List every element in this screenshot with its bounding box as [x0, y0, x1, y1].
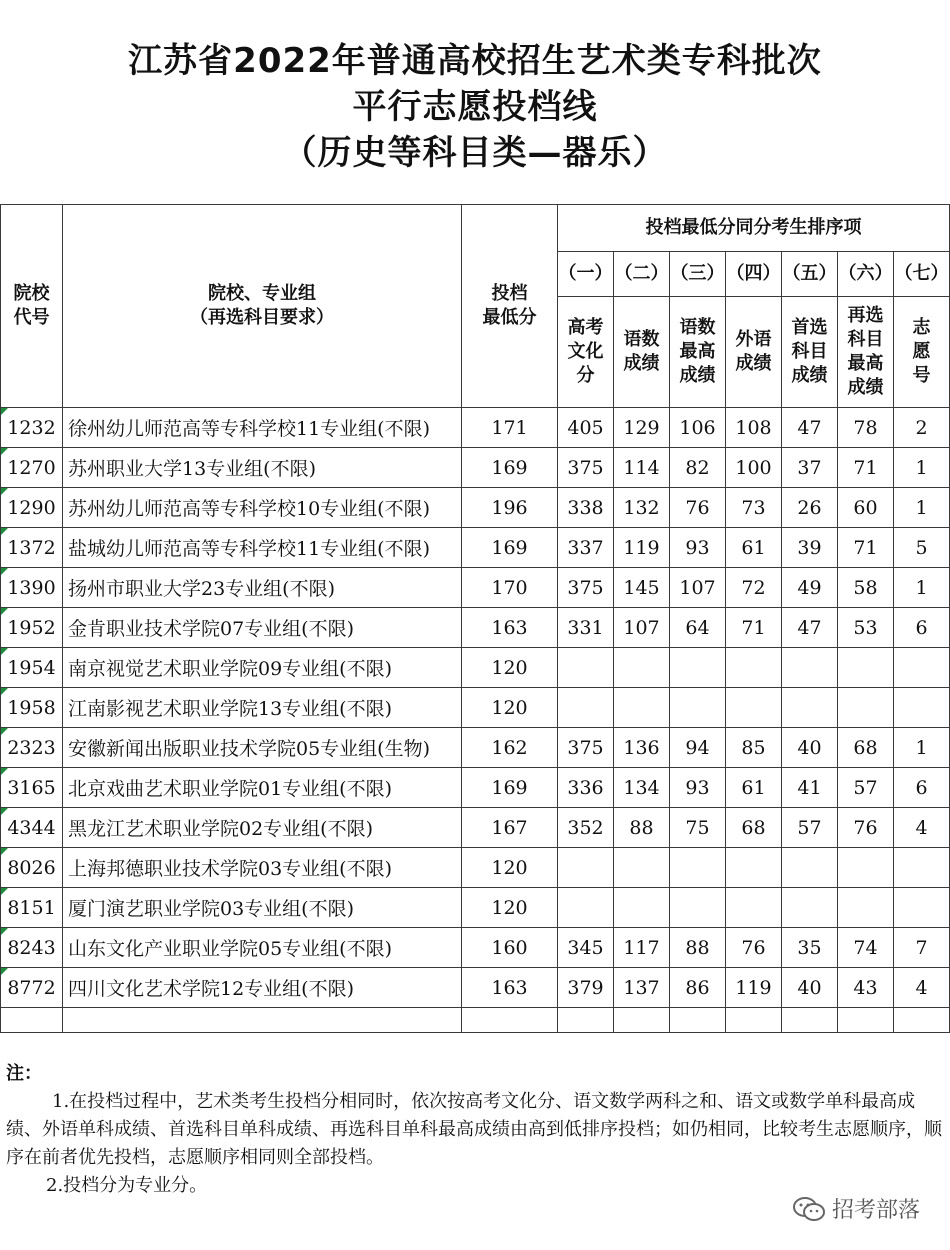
chinese-math-max: 86	[670, 968, 726, 1008]
culture-score: 352	[558, 808, 614, 848]
preference-number: 1	[894, 568, 950, 608]
preference-number: 6	[894, 768, 950, 808]
first-subject-score: 47	[782, 408, 838, 448]
min-score: 170	[462, 568, 558, 608]
school-code: 1390	[1, 568, 63, 608]
foreign-lang-score: 61	[726, 528, 782, 568]
foreign-lang-score: 61	[726, 768, 782, 808]
chinese-math-score: 136	[614, 728, 670, 768]
first-subject-score: 57	[782, 808, 838, 848]
first-subject-score: 47	[782, 608, 838, 648]
culture-score: 336	[558, 768, 614, 808]
school-group-name: 北京戏曲艺术职业学院01专业组(不限)	[63, 768, 462, 808]
header-sort-item-7: 志 愿 号	[894, 297, 950, 408]
foreign-lang-score: 68	[726, 808, 782, 848]
page-category: （历史等科目类—器乐）	[282, 133, 668, 173]
header-rank-7: （七）	[894, 252, 950, 297]
min-score: 163	[462, 968, 558, 1008]
table-row	[1, 608, 950, 648]
preference-number: 1	[894, 448, 950, 488]
school-code: 1952	[1, 608, 63, 648]
header-sort-item-2: 语数 成绩	[614, 297, 670, 408]
table-row	[1, 848, 950, 888]
culture-score	[558, 648, 614, 688]
first-subject-score: 39	[782, 528, 838, 568]
school-code: 1954	[1, 648, 63, 688]
foreign-lang-score: 71	[726, 608, 782, 648]
chinese-math-score	[614, 648, 670, 688]
school-group-name: 山东文化产业职业学院05专业组(不限)	[63, 928, 462, 968]
table-row	[1, 488, 950, 528]
school-code: 8772	[1, 968, 63, 1008]
blank-cell	[726, 1008, 782, 1033]
note-2: 2.投档分为专业分。	[46, 1175, 208, 1196]
header-rank-6: （六）	[838, 252, 894, 297]
foreign-lang-score: 72	[726, 568, 782, 608]
first-subject-score	[782, 848, 838, 888]
watermark	[792, 1193, 920, 1224]
min-score: 169	[462, 528, 558, 568]
school-code: 1290	[1, 488, 63, 528]
school-code: 3165	[1, 768, 63, 808]
table-row	[1, 408, 950, 448]
school-code: 8243	[1, 928, 63, 968]
min-score: 196	[462, 488, 558, 528]
preference-number: 6	[894, 608, 950, 648]
school-code: 1270	[1, 448, 63, 488]
table-row	[1, 808, 950, 848]
notes-label: 注：	[6, 1063, 42, 1084]
culture-score: 379	[558, 968, 614, 1008]
preference-number: 5	[894, 528, 950, 568]
blank-cell	[63, 1008, 462, 1033]
page-subtitle: 平行志愿投档线	[352, 87, 598, 127]
reselect-subject-max: 71	[838, 448, 894, 488]
blank-cell	[894, 1008, 950, 1033]
table-row	[1, 528, 950, 568]
reselect-subject-max: 71	[838, 528, 894, 568]
chinese-math-score: 129	[614, 408, 670, 448]
preference-number: 1	[894, 728, 950, 768]
reselect-subject-max	[838, 688, 894, 728]
reselect-subject-max: 57	[838, 768, 894, 808]
preference-number	[894, 648, 950, 688]
header-rank-2: （二）	[614, 252, 670, 297]
school-code: 1958	[1, 688, 63, 728]
first-subject-score: 49	[782, 568, 838, 608]
first-subject-score: 37	[782, 448, 838, 488]
reselect-subject-max: 78	[838, 408, 894, 448]
chinese-math-score: 107	[614, 608, 670, 648]
min-score: 167	[462, 808, 558, 848]
foreign-lang-score: 76	[726, 928, 782, 968]
min-score: 160	[462, 928, 558, 968]
title-block	[0, 0, 950, 204]
reselect-subject-max	[838, 848, 894, 888]
min-score: 163	[462, 608, 558, 648]
chinese-math-score: 145	[614, 568, 670, 608]
reselect-subject-max	[838, 888, 894, 928]
chinese-math-max: 94	[670, 728, 726, 768]
school-group-name: 四川文化艺术学院12专业组(不限)	[63, 968, 462, 1008]
foreign-lang-score	[726, 648, 782, 688]
header-rank-1: （一）	[558, 252, 614, 297]
culture-score: 345	[558, 928, 614, 968]
table-row	[1, 928, 950, 968]
school-group-name: 厦门演艺职业学院03专业组(不限)	[63, 888, 462, 928]
first-subject-score: 35	[782, 928, 838, 968]
first-subject-score	[782, 688, 838, 728]
score-table	[0, 204, 950, 1033]
school-group-name: 金肯职业技术学院07专业组(不限)	[63, 608, 462, 648]
min-score: 120	[462, 848, 558, 888]
school-group-name: 苏州幼儿师范高等专科学校10专业组(不限)	[63, 488, 462, 528]
first-subject-score: 26	[782, 488, 838, 528]
reselect-subject-max: 43	[838, 968, 894, 1008]
school-group-name: 扬州市职业大学23专业组(不限)	[63, 568, 462, 608]
chinese-math-score	[614, 888, 670, 928]
blank-cell	[838, 1008, 894, 1033]
table-row	[1, 448, 950, 488]
header-sort-group: 投档最低分同分考生排序项	[558, 205, 950, 252]
blank-cell	[782, 1008, 838, 1033]
note-1: 1.在投档过程中，艺术类考生投档分相同时，依次按高考文化分、语文数学两科之和、语文或数学单科最高成绩、外语单科成绩、首选科目单科成绩、再选科目单科最高成绩由高到低排序投档；如仍相同，比较考生志愿顺序，顺序在前者优先投档，志愿顺序相同则全部投档。	[6, 1091, 942, 1168]
watermark-text: 招考部落	[831, 1198, 920, 1223]
table-row	[1, 768, 950, 808]
preference-number	[894, 848, 950, 888]
culture-score	[558, 848, 614, 888]
culture-score: 338	[558, 488, 614, 528]
preference-number: 2	[894, 408, 950, 448]
chinese-math-score: 132	[614, 488, 670, 528]
school-code: 4344	[1, 808, 63, 848]
min-score: 171	[462, 408, 558, 448]
reselect-subject-max	[838, 648, 894, 688]
wechat-icon	[792, 1195, 826, 1223]
preference-number: 1	[894, 488, 950, 528]
school-code: 2323	[1, 728, 63, 768]
chinese-math-max	[670, 848, 726, 888]
foreign-lang-score: 100	[726, 448, 782, 488]
header-sort-item-4: 外语 成绩	[726, 297, 782, 408]
chinese-math-max: 93	[670, 768, 726, 808]
chinese-math-max	[670, 888, 726, 928]
chinese-math-max: 82	[670, 448, 726, 488]
header-sort-item-5: 首选 科目 成绩	[782, 297, 838, 408]
preference-number: 7	[894, 928, 950, 968]
header-school: 院校、专业组 （再选科目要求）	[63, 205, 462, 408]
chinese-math-score	[614, 848, 670, 888]
culture-score: 331	[558, 608, 614, 648]
school-group-name: 苏州职业大学13专业组(不限)	[63, 448, 462, 488]
table-row	[1, 648, 950, 688]
culture-score	[558, 688, 614, 728]
culture-score: 375	[558, 568, 614, 608]
table-row	[1, 688, 950, 728]
foreign-lang-score	[726, 888, 782, 928]
reselect-subject-max: 74	[838, 928, 894, 968]
min-score: 120	[462, 888, 558, 928]
blank-row	[1, 1008, 950, 1033]
chinese-math-max: 106	[670, 408, 726, 448]
min-score: 169	[462, 768, 558, 808]
header-sort-item-6: 再选 科目 最高 成绩	[838, 297, 894, 408]
preference-number	[894, 888, 950, 928]
preference-number: 4	[894, 968, 950, 1008]
reselect-subject-max: 76	[838, 808, 894, 848]
preference-number: 4	[894, 808, 950, 848]
blank-cell	[614, 1008, 670, 1033]
chinese-math-max: 64	[670, 608, 726, 648]
chinese-math-score: 137	[614, 968, 670, 1008]
chinese-math-max: 93	[670, 528, 726, 568]
first-subject-score	[782, 648, 838, 688]
school-group-name: 徐州幼儿师范高等专科学校11专业组(不限)	[63, 408, 462, 448]
first-subject-score: 41	[782, 768, 838, 808]
chinese-math-score: 114	[614, 448, 670, 488]
school-group-name: 南京视觉艺术职业学院09专业组(不限)	[63, 648, 462, 688]
blank-cell	[1, 1008, 63, 1033]
chinese-math-score: 117	[614, 928, 670, 968]
school-code: 8026	[1, 848, 63, 888]
header-code: 院校 代号	[1, 205, 63, 408]
min-score: 169	[462, 448, 558, 488]
foreign-lang-score: 85	[726, 728, 782, 768]
blank-cell	[670, 1008, 726, 1033]
school-code: 1372	[1, 528, 63, 568]
table-row	[1, 968, 950, 1008]
header-sort-item-1: 高考 文化 分	[558, 297, 614, 408]
page-title: 江苏省2022年普通高校招生艺术类专科批次	[128, 41, 822, 81]
school-group-name: 安徽新闻出版职业技术学院05专业组(生物)	[63, 728, 462, 768]
table-row	[1, 888, 950, 928]
school-group-name: 上海邦德职业技术学院03专业组(不限)	[63, 848, 462, 888]
chinese-math-max: 88	[670, 928, 726, 968]
header-min-score: 投档 最低分	[462, 205, 558, 408]
chinese-math-max	[670, 688, 726, 728]
header-rank-4: （四）	[726, 252, 782, 297]
first-subject-score	[782, 888, 838, 928]
culture-score	[558, 888, 614, 928]
culture-score: 405	[558, 408, 614, 448]
first-subject-score: 40	[782, 968, 838, 1008]
min-score: 162	[462, 728, 558, 768]
chinese-math-max: 76	[670, 488, 726, 528]
culture-score: 337	[558, 528, 614, 568]
chinese-math-score	[614, 688, 670, 728]
min-score: 120	[462, 648, 558, 688]
chinese-math-max: 107	[670, 568, 726, 608]
school-code: 1232	[1, 408, 63, 448]
chinese-math-score: 88	[614, 808, 670, 848]
foreign-lang-score: 108	[726, 408, 782, 448]
reselect-subject-max: 53	[838, 608, 894, 648]
reselect-subject-max: 68	[838, 728, 894, 768]
school-group-name: 江南影视艺术职业学院13专业组(不限)	[63, 688, 462, 728]
school-group-name: 黑龙江艺术职业学院02专业组(不限)	[63, 808, 462, 848]
first-subject-score: 40	[782, 728, 838, 768]
reselect-subject-max: 60	[838, 488, 894, 528]
table-row	[1, 568, 950, 608]
blank-cell	[558, 1008, 614, 1033]
header-sort-item-3: 语数 最高 成绩	[670, 297, 726, 408]
reselect-subject-max: 58	[838, 568, 894, 608]
chinese-math-max: 75	[670, 808, 726, 848]
culture-score: 375	[558, 448, 614, 488]
blank-cell	[462, 1008, 558, 1033]
culture-score: 375	[558, 728, 614, 768]
header-rank-5: （五）	[782, 252, 838, 297]
notes	[0, 1060, 950, 1200]
min-score: 120	[462, 688, 558, 728]
foreign-lang-score	[726, 848, 782, 888]
preference-number	[894, 688, 950, 728]
foreign-lang-score	[726, 688, 782, 728]
foreign-lang-score: 119	[726, 968, 782, 1008]
school-group-name: 盐城幼儿师范高等专科学校11专业组(不限)	[63, 528, 462, 568]
table-row	[1, 728, 950, 768]
chinese-math-score: 119	[614, 528, 670, 568]
foreign-lang-score: 73	[726, 488, 782, 528]
header-rank-3: （三）	[670, 252, 726, 297]
chinese-math-score: 134	[614, 768, 670, 808]
school-code: 8151	[1, 888, 63, 928]
chinese-math-max	[670, 648, 726, 688]
